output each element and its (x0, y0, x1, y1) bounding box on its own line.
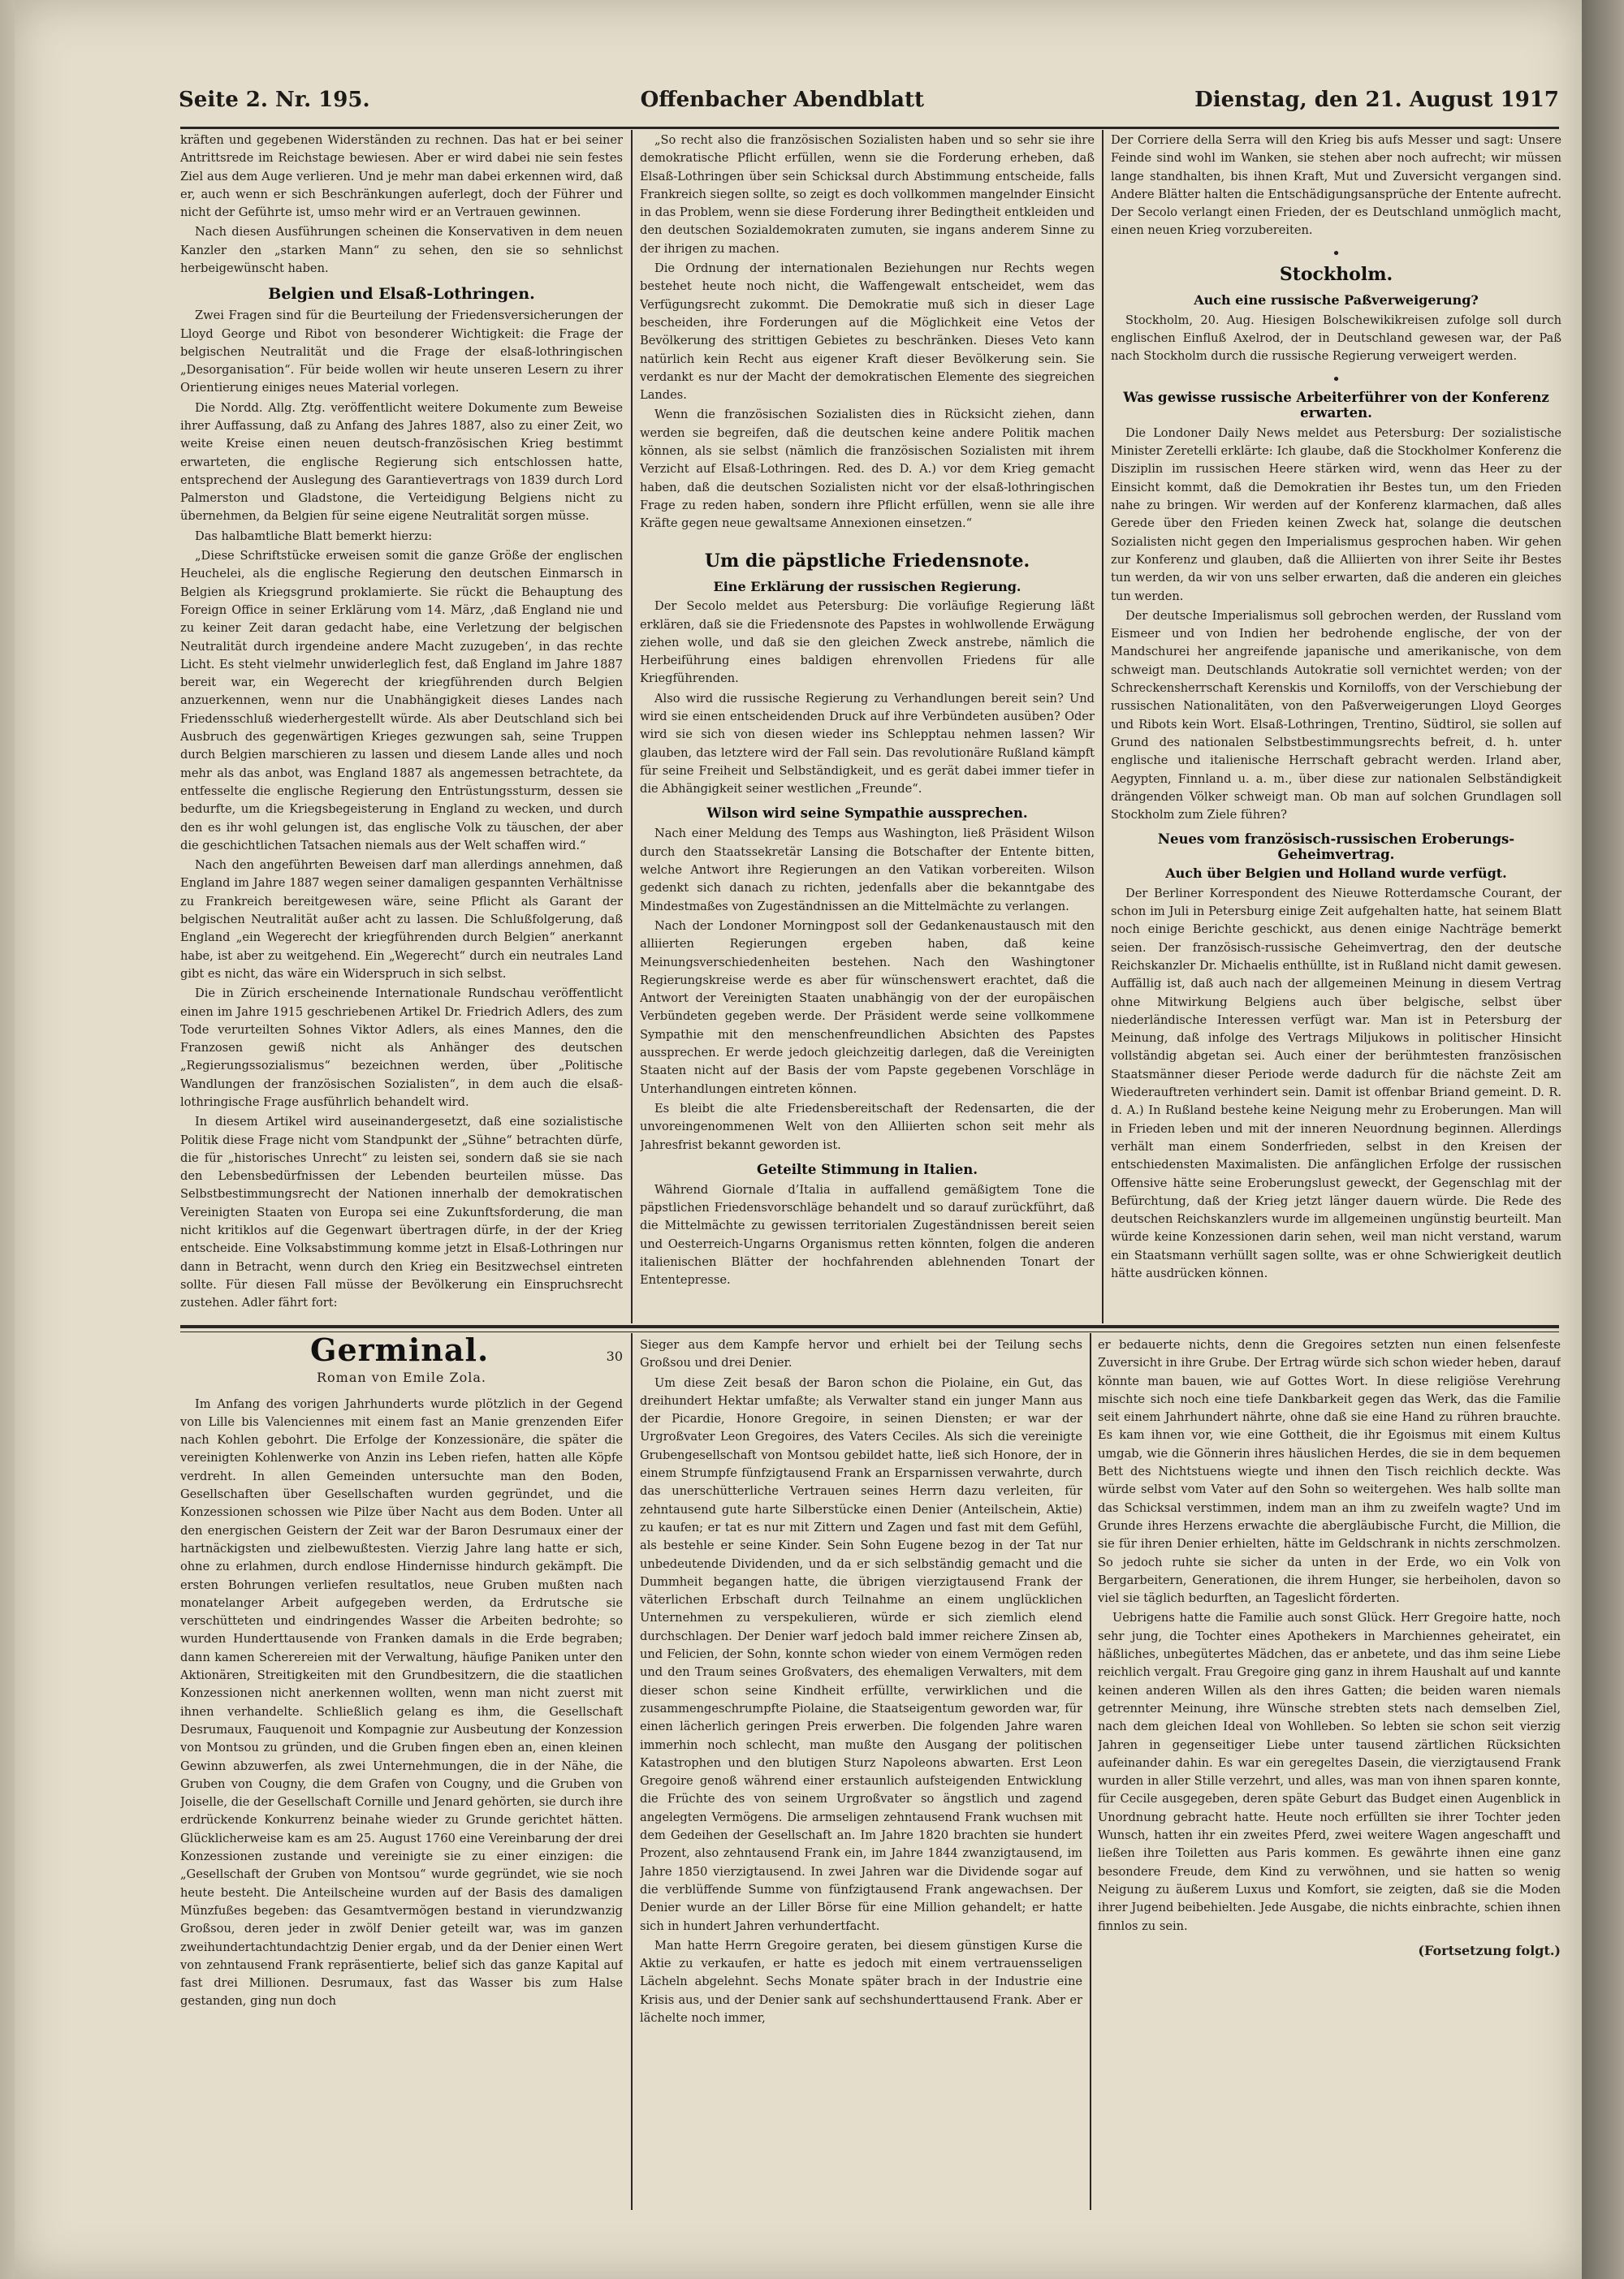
headline: Neues vom französisch-russischen Eroberungs-Geheimvertrag. (1157, 831, 1515, 863)
article-text: Nach diesen Ausführungen scheinen die Konservativen in dem neuen Kanzler den „starken Mann“ zu sehen, den sie so sehnlichst herbeigewünscht haben. (180, 225, 623, 276)
newspaper-name: Offenbacher Abendblatt (640, 88, 925, 112)
article-text: Die Nordd. Allg. Ztg. veröffentlicht weitere Dokumente zum Beweise ihrer Auffassung, daß zu Anfang des Jahres 1887, also zu einer Zeit, wo weite Kreise einen neuen deutsch-französischen Krieg bestimmt erwarteten, die englische Regierung sich entschlossen hatte, entsprechend der Auslegung des Garantievertrags von 1839 durch Lord Palmerston und Gladstone, die Verteidigung Belgiens nicht zu übernehmen, da Belgien für seine eigene Neutralität sorgen müsse. (180, 400, 623, 524)
article-text: Also wird die russische Regierung zu Verhandlungen bereit sein? Und wird sie einen entscheidenden Druck auf ihre Verbündeten ausüben? Oder wird sie sich von diesen wieder ins Schlepptau nehmen lassen? Wir glauben, das letztere wird der Fall sein. Das revolutionäre Rußland kämpft für seine Freiheit und Selbständigkeit, und es gerät dabei immer tiefer in die Abhängigkeit seiner westlichen „Freunde“. (640, 691, 1095, 796)
quotation-text: Wenn die französischen Sozialisten dies in Rücksicht ziehen, dann werden sie begreifen, daß die deutschen keine andere Politik machen können, als sie selbst (nämlich die französischen Sozialisten mit ihrem Verzicht auf Elsaß-Lothringen. Red. des D. A.) vor dem Krieg gemacht haben, daß die deutschen Sozialisten nicht vor der elsaß-lothringischen Frage zu reden haben, sondern ihre Pflicht erfüllen, wenn sie alle ihre Kräfte gegen neue gewaltsame Annexionen einsetzen.“ (640, 408, 1095, 531)
article-text: Der Secolo meldet aus Petersburg: Die vorläufige Regierung läßt erklären, daß sie die Friedensnote des Papstes in wohlwollende Erwägung ziehen wolle, und daß sie den gleichen Zweck anstrebe, nämlich die Herbeiführung eines baldigen ehrenvollen Friedens für alle Kriegführenden. (640, 599, 1095, 686)
feuilleton-column-1 (180, 1336, 623, 2212)
article-text: Nach den angeführten Beweisen darf man allerdings annehmen, daß England im Jahre 1887 wegen seiner damaligen gespannten Verhältnisse zu Frankreich bereitgewesen wäre, seine Pflicht als Garant der belgischen Neutralität außer acht zu lassen. Die Schlußfolgerung, daß England „ein Wegerecht der kriegführenden durch Belgien“ anerkannt habe, ist aber zu weitgehend. Ein „Wegerecht“ durch ein neutrales Land gibt es nicht, das wäre ein Widerspruch in sich selbst. (180, 858, 623, 981)
headline: Stockholm. (1279, 264, 1393, 286)
subheadline: Auch eine russische Paßverweigerung? (1194, 292, 1479, 309)
quotation-text: „So recht also die französischen Sozialisten haben und so sehr sie ihre demokratische Pflicht erfüllen, wenn sie die Forderung erheben, daß Elsaß-Lothringen über sein Schicksal durch Abstimmung entscheide, falls Frankreich siegen sollte, so zeigt es doch vollkommen mangelnder Einsicht in das Problem, wenn sie diese Forderung ihrer Bedingtheit entkleiden und den deutschen Sozialdemokraten zumuten, sie ingans anderem Sinne zu der ihrigen zu machen. (640, 133, 1095, 256)
masthead-rule (180, 127, 1559, 129)
headline: Was gewisse russische Arbeiterführer von der Konferenz erwarten. (1123, 389, 1549, 421)
subheadline: Eine Erklärung der russischen Regierung. (713, 578, 1021, 594)
quotation-text: „Diese Schriftstücke erweisen somit die ganze Größe der englischen Heuchelei, als die englische Regierung den deutschen Einmarsch in Belgien als Kriegsgrund proklamierte. Sie rückt die Behauptung des Foreign Office in seiner Erklärung vom 14. März, ‚daß England nie und zu keiner Zeit daran gedacht habe, eine Verletzung der belgischen Neutralität durch irgendeine andere Macht zuzugeben‘, in das rechte Licht. Es steht vielmehr unwiderleglich fest, daß England im Jahre 1887 bereit war, ein Wegerecht der kriegführenden durch Belgien anzuerkennen, wenn nur die Unabhängigkeit dieses Landes nach Friedensschluß wiederhergestellt würde. Als aber Deutschland sich bei Ausbruch des gegenwärtigen Krieges gezwungen sah, seine Truppen durch Belgien marschieren zu lassen und diesem Lande alles und noch mehr als das anbot, was England 1887 als angemessen betrachtete, da entfesselte die englische Regierung den Entrüstungssturm, dessen sie bedurfte, um die Kriegsbegeisterung in England zu wecken, und durch den es ihr wohl gelungen ist, das englische Volk zu täuschen, der aber die geschichtlichen Tatsachen niemals aus der Welt schaffen wird.“ (180, 549, 623, 852)
subheadline: Auch über Belgien und Holland wurde verfügt. (1165, 865, 1507, 882)
column-politics-1 (180, 132, 623, 1321)
novel-text: Man hatte Herrn Gregoire geraten, bei diesem günstigen Kurse die Aktie zu verkaufen, er hatte es jedoch mit einem vertrauensseligen Lächeln abgelehnt. Sechs Monate später brach in der Industrie eine Krisis aus, und der Denier sank auf sechshunderttausend Frank. Aber er lächelte noch immer, (640, 1938, 1082, 2025)
article-text: Stockholm, 20. Aug. Hiesigen Bolschewikikreisen zufolge soll durch englischen Einfluß Axelrod, der in Deutschland gewesen war, der Paß nach Stockholm durch die russische Regierung verweigert werden. (1111, 313, 1561, 364)
article-text: kräften und gegebenen Widerständen zu rechnen. Das hat er bei seiner Antrittsrede im Reichstage bewiesen. Aber er wird dabei nie sein festes Ziel aus dem Auge verlieren. Und je mehr man dabei erkennen wird, daß er, auch wenn er sich Beschränkungen auferlegt, doch der Führer und nicht der Geführte ist, umso mehr wird er an Vertrauen gewinnen. (180, 133, 623, 220)
continuation-note: (Fortsetzung folgt.) (1418, 1942, 1561, 1958)
article-text: Zwei Fragen sind für die Beurteilung der Friedensversicherungen der Lloyd George und Ribot von besonderer Wichtigkeit: die Frage der belgischen Neutralität und die Frage der elsaß-lothringischen „Desorganisation“. Für beide wollen wir heute unseren Lesern zu ihrer Orientierung einiges neues Material vorlegen. (180, 309, 623, 395)
separator-bullet: • (1332, 244, 1341, 262)
novel-text: Im Anfang des vorigen Jahrhunderts wurde plötzlich in der Gegend von Lille bis Valenciennes mit einem fast an Manie grenzenden Eifer nach Kohlen gebohrt. Die Erfolge der Konzessionäre, die später die vereinigten Kohlenwerke von Anzin ins Leben riefen, hatten alle Köpfe verdreht. In allen Gemeinden untersuchte man den Boden, Gesellschaften über Gesellschaften wurden gegründet, und die Konzessionen schossen wie Pilze über Nacht aus dem Boden. Unter all den energischen Geistern der Zeit war der Baron Desrumaux einer der hartnäckigsten und zielbewußtesten. Vierzig Jahre lang hatte er sich, ohne zu erlahmen, durch endlose Hindernisse hindurch gekämpft. Die ersten Bohrungen verliefen resultatlos, neue Gruben mußten nach monatelanger Arbeit aufgegeben werden, da Erdrutsche sie verschütteten und eindringendes Wasser die Arbeiten bedrohte; so wurden Hunderttausende von Franken damals in die Erde begraben; dann kamen Scherereien mit der Verwaltung, häufige Paniken unter den Aktionären, Streitigkeiten mit den Grundbesitzern, die die staatlichen Konzessionen nicht anerkennen wollten, wenn man nicht zuerst mit ihnen verhandelte. Schließlich gelang es ihm, die Gesellschaft Desrumaux, Fauquenoit und Kompagnie zur Ausbeutung der Konzession von Montsou zu gründen, und die Gruben fingen eben an, einen kleinen Gewinn abzuwerfen, als zwei Unternehmungen, die in der Nähe, die Gruben von Cougny, die dem Grafen von Cougny, und die Gruben von Joiselle, die der Gesellschaft Cornille und Jenard gehörten, sie durch ihre erdrückende Konkurrenz beinahe wieder zu Grunde gerichtet hätten. Glücklicherweise kam es am 25. August 1760 eine Vereinbarung der drei Konzessionen zustande und vereinigte sie zu einer einzigen: die „Gesellschaft der Gruben von Montsou“ wurde gegründet, wie sie noch heute besteht. Die Anteilscheine wurden auf der Basis des damaligen Münzfußes begeben: das Gesamtvermögen bestand in vierundzwanzig Großsou, deren jeder in zwölf Denier geteilt war, was im ganzen zweihundertachtundachtzig Denier ergab, und da der Denier einen Wert von zehntausend Frank repräsentierte, belief sich das ganze Kapital auf fast drei Millionen. Desrumaux, fast das Wasser bis zum Halse gestanden, ging nun doch (180, 1396, 623, 2009)
masthead (179, 88, 1559, 123)
headline: Wilson wird seine Sympathie aussprechen. (706, 805, 1028, 822)
next-page-edge (1582, 0, 1624, 2279)
article-text: Das halbamtliche Blatt bemerkt hierzu: (195, 529, 433, 543)
feuilleton-subtitle: Roman von Emile Zola. (317, 1370, 486, 1386)
feuilleton-header (180, 1336, 623, 1368)
quotation-text: Die Ordnung der internationalen Beziehungen nur Rechts wegen bestehet heute noch nicht, die Waffengewalt entscheidet, wem das Verfügungsrecht zukommt. Die Demokratie muß sich in dieser Lage bescheiden, ihre Forderungen auf die Möglichkeit eine Vetos der Bevölkerung des strittigen Gebietes zu beschränken. Dieses Veto kann natürlich kein Recht aus eigener Kraft dieser Bevölkerung sein. Sie verdankt es nur der Macht der demokratischen Elemente des siegreichen Landes. (640, 261, 1095, 403)
article-text: Es bleibt die alte Friedensbereitschaft der Redensarten, die der unvoreingenommenen Welt von den Alliierten schon seit mehr als Jahresfrist bekannt geworden ist. (640, 1101, 1095, 1152)
column-rule (1090, 1333, 1091, 2210)
feuilleton-column-2 (640, 1336, 1082, 2212)
article-text: Während Giornale d’Italia in auffallend gemäßigtem Tone die päpstlichen Friedensvorschläge behandelt und so darauf zurückführt, daß die Mittelmächte zu gewissen territorialen Zugeständnissen bereit seien und Oesterreich-Ungarns Organismus retten könnten, folgen die anderen italienischen Blätter der hochfahrenden ablehnenden Tonart der Ententepresse. (640, 1182, 1095, 1288)
article-text: Die in Zürich erscheinende Internationale Rundschau veröffentlicht einen im Jahre 1915 geschriebenen Artikel Dr. Friedrich Adlers, des zum Tode verurteilten Sohnes Viktor Adlers, als eines Mannes, den die Franzosen gewiß nicht als Anhänger des deutschen „Regierungssozialismus“ bezeichnen werden, über „Politische Wandlungen der französischen Sozialisten“, in dem auch die elsaß-lothringische Frage ausführlich behandelt wird. (180, 986, 623, 1109)
column-rule (1102, 130, 1104, 1323)
article-text: Der deutsche Imperialismus soll gebrochen werden, der Russland vom Eismeer und von Indien her bedrohende englische, der von der Mandschurei her angreifende japanische und amerikanische, von dem schweigt man. Deutschlands Autokratie soll vernichtet werden; von der Schreckensherrschaft Kerenskis und Korniloffs, von der Verschiebung der russischen Nationalitäten, von den Paßverweigerungen Lloyd Georges und Ribots kein Wort. Elsaß-Lothringen, Trentino, Südtirol, sie sollen auf Grund des nationalen Selbstbestimmungsrechts befreit, d. h. unter englische und italienische Herrschaft gebracht werden. Irland aber, Aegypten, Finnland u. a. m., über diese zur nationalen Selbständigkeit drängenden Völker schweigt man. Ob man auf solchen Grundlagen soll Stockholm zum Ziele führen? (1111, 608, 1561, 822)
page-number: Seite 2. Nr. 195. (179, 88, 370, 112)
installment-number: 30 (606, 1349, 623, 1364)
article-text: Nach der Londoner Morningpost soll der Gedankenaustausch mit den alliierten Regierungen ergeben haben, daß keine Meinungsverschiedenheiten bestehen. Nach den Washingtoner Regierungskreise werde es aber für wünschenswert erachtet, daß die Antwort der Vereinigten Staaten unabhängig von der der europäischen Verbündeten gegeben werde. Der Präsident werde seine vollkommene Sympathie mit den menschenfreundlichen Absichten des Papstes aussprechen. Er werde jedoch gleichzeitig darlegen, daß die Vereinigten Staaten nicht auf der Basis der vom Papste gegebenen Vorschläge in Unterhandlungen eintreten können. (640, 918, 1095, 1096)
headline: Geteilte Stimmung in Italien. (757, 1161, 978, 1177)
article-text: Nach einer Meldung des Temps aus Washington, ließ Präsident Wilson durch den Staatssekretär Lansing die Botschafter der Entente bitten, welche Antwort ihre Regierungen an den Vatikan vorbereiten. Wilson gedenkt sich danach zu richten, jedenfalls aber die bekanntgabe des Mindestmaßes von Zugeständnissen an die Mittelmächte zu verlangen. (640, 827, 1095, 913)
column-rule (631, 130, 633, 1323)
issue-date: Dienstag, den 21. August 1917 (1194, 88, 1559, 112)
feuilleton-title: Germinal. (310, 1336, 490, 1368)
novel-text: Um diese Zeit besaß der Baron schon die Piolaine, ein Gut, das dreihundert Hektar umfaßte; als Verwalter stand ein junger Mann aus der Picardie, Honore Gregoire, in seinen Diensten; er war der Urgroßvater Leon Gregoires, des Vaters Ceciles. Als sich die vereinigte Grubengesellschaft von Montsou gebildet hatte, ließ sich Honore, der in einem Strumpfe fünfzigtausend Frank an Ersparnissen verwahrte, durch das unerschütterliche Vertrauen seines Herrn dazu verleiten, für zehntausend gute harte Silberstücke einen Denier (Anteilschein, Aktie) zu kaufen; er tat es nur mit Zittern und Zagen und fast mit dem Gefühl, als bestehle er seine Kinder. Sein Sohn Eugene bezog in der Tat nur unbedeutende Dividenden, und da er sich selbständig gemacht und die Dummheit begangen hatte, die übrigen vierzigtausend Frank der väterlichen Erbschaft durch Teilnahme an einem unglücklichen Unternehmen zu verspekulieren, würde er sich ziemlich elend durchschlagen. Der Denier warf jedoch bald immer reichere Zinsen ab, und Felicien, der Sohn, konnte schon wieder von einem Vermögen reden und den Traum seines Großvaters, des ehemaligen Verwalters, mit dem dieser schon seine Kindheit erfüllte, verwirklichen und die zusammengeschrumpfte Piolaine, die Staatseigentum geworden war, für einen lächerlich geringen Preis erwerben. Die folgenden Jahre waren immerhin noch schlecht, man mußte den Ausgang der politischen Katastrophen und den blutigen Sturz Napoleons abwarten. Erst Leon Gregoire genoß während einer erstaunlich aufsteigenden Entwicklung die Früchte des von seinem Urgroßvater so ängstlich und zagend angelegten Vermögens. Die armseligen zehntausend Frank wuchsen mit dem Gedeihen der Gesellschaft an. Im Jahre 1820 brachten sie hundert Prozent, also zehntausend Frank ein, im Jahre 1844 zwanzigtausend, im Jahre 1850 vierzigtausend. In zwei Jahren war die Dividende sogar auf die verblüffende Summe von fünfzigtausend Frank angewachsen. Der Denier wurde an der Liller Börse für eine Million gehandelt; er hatte sich in hundert Jahren verhundertfacht. (640, 1375, 1082, 1933)
headline: Belgien und Elsaß-Lothringen. (268, 285, 535, 304)
separator-bullet: • (1332, 370, 1341, 388)
article-text: Der Berliner Korrespondent des Nieuwe Rotterdamsche Courant, der schon im Juli in Petersburg einige Zeit aufgehalten hatte, hat seinem Blatt noch einige Berichte geschickt, aus denen einige Nachträge bemerkt seien. Der französisch-russische Geheimvertrag, den der deutsche Reichskanzler Dr. Michaelis enthüllte, ist in Rußland nicht damit gewesen. Auffällig ist, daß auch nach der allgemeinen Meinung in diesem Vertrag ohne Mitwirkung Belgiens auch über belgische, selbst über niederländische Interessen verfügt war. Man ist in Petersburg der Meinung, daß infolge des Vertrags Miljukows in politischer Hinsicht vollständig abgetan sei. Auch einer der berühmtesten französischen Staatsmänner dieser Periode werde dadurch für die nächste Zeit am Wiederauftreten verhindert sein. Damit ist offenbar Briand gemeint. D. R. d. A.) In Rußland bestehe keine Neigung mehr zu Eroberungen. Man will in Frieden leben und mit der inneren Neuordnung beginnen. Allerdings verhält man einem Sonderfrieden, selbst in den Kreisen der entschiedensten Maximalisten. Die anfänglichen Erfolge der russischen Offensive hätte seine Eroberungslust geweckt, der Gegenschlag mit der Befürchtung, daß der Krieg jetzt länger dauern würde. Die Rede des deutschen Reichskanzlers wurde im allgemeinen ungünstig beurteilt. Man würde keine Konzessionen darin sehen, weil man nicht verstand, warum ein Staatsmann verhüllt sagen sollte, was er ohne Schwierigkeit deutlich hätte ausdrücken können. (1111, 886, 1561, 1280)
novel-text: Uebrigens hatte die Familie auch sonst Glück. Herr Gregoire hatte, noch sehr jung, die Tochter eines Apothekers in Marchiennes geheiratet, ein häßliches, unbegütertes Mädchen, das er anbetete, und das ihm seine Liebe reichlich vergalt. Frau Gregoire ging ganz in ihrem Haushalt auf und kannte keinen anderen Willen als den ihres Gatten; die beiden waren niemals getrennter Meinung, ihre Wünsche strebten stets nach demselben Ziel, nach dem gleichen Ideal von Wohlleben. So lebten sie schon seit vierzig Jahren in gegenseitiger Liebe unter tausend zärtlichen Rücksichten aufeinander dahin. Es war ein geregeltes Dasein, die vierzigtausend Frank wurden in aller Stille verzehrt, und alles, was man von ihnen sparen konnte, für Cecile ausgegeben, deren späte Geburt das Budget einen Augenblick in Unordnung gebracht hatte. Heute noch erfüllten sie ihrer Tochter jeden Wunsch, hatten ihr ein zweites Pferd, zwei weitere Wagen angeschafft und ließen ihre Toiletten aus Paris kommen. Es gewährte ihnen eine ganz besondere Freude, dem Kind zu verwöhnen, und sie hatten so wenig Neigung zu äußerem Luxus und Komfort, sie zeigten, daß sie die Moden ihrer Jugend beibehielten. Jede Ausgabe, die nichts einbrachte, schien ihnen finnlos zu sein. (1098, 1611, 1561, 1933)
article-text: In diesem Artikel wird auseinandergesetzt, daß eine sozialistische Politik diese Frage nicht vom Standpunkt der „Sühne“ betrachten dürfe, die für „historisches Unrecht“ zu leisten sei, sondern daß sie sie nach den Lebensbedürfnissen der Lebenden beurteilen müsse. Das Selbstbestimmungsrecht der Nationen innerhalb der demokratischen Vereinigten Staaten von Europa sei eine Zukunftsforderung, die man nicht kritiklos auf die Gegenwart übertragen dürfe, in der der Krieg entscheide. Eine Volksabstimmung komme jetzt in Elsaß-Lothringen nur dann in Betracht, wenn durch den Krieg ein Besitzwechsel eintreten sollte. Für diesen Fall müsse der Bevölkerung ein Einspruchsrecht zustehen. Adler fährt fort: (180, 1115, 623, 1310)
article-text: Der Corriere della Serra will den Krieg bis aufs Messer und sagt: Unsere Feinde sind wohl im Wanken, sie stehen aber noch aufrecht; wir müssen lange standhalten, bis ihnen Kraft, Mut und Zuversicht vergangen sind. Andere Blätter halten die Entschädigungsansprüche der Entente aufrecht. Der Secolo verlangt einen Frieden, der es Deutschland unmöglich macht, einen neuen Krieg vorzubereiten. (1111, 133, 1561, 238)
article-text: Die Londoner Daily News meldet aus Petersburg: Der sozialistische Minister Zeretelli erklärte: Ich glaube, daß die Stockholmer Konferenz die Disziplin im russischen Heere stärken wird, wenn das Heer zu der Einsicht kommt, daß die Demokratien ihr Bestes tun, um den Frieden nahe zu bringen. Wir werden auf der Konferenz klarmachen, daß alles Gerede über den Frieden keinen Zweck hat, solange die deutschen Sozialisten nicht gegen den Imperialismus gesprochen haben. Wir gehen zur Konferenz und glauben, daß die Alliierten von ihrer Seite ihr Bestes tun werden, da wir von uns selber erwarten, daß die anderen ein gleiches tun werden. (1111, 425, 1561, 603)
novel-text: Sieger aus dem Kampfe hervor und erhielt bei der Teilung sechs Großsou und drei Denier. (640, 1338, 1082, 1370)
novel-text: er bedauerte nichts, denn die Gregoires setzten nun einen felsenfeste Zuversicht in ihre Grube. Der Ertrag würde sich schon wieder heben, darauf könnte man bauen, wie auf Gottes Wort. In diese religiöse Verehrung mischte sich noch eine tiefe Dankbarkeit gegen das Werk, das die Familie seit einem Jahrhundert nährte, ohne daß sie eine Hand zu rühren brauchte. Es kam ihnen vor, wie eine Gottheit, die ihr Egoismus mit einem Kultus umgab, wie die Gönnerin ihres häuslichen Herdes, die sie in dem bequemen Bett des Nichtstuens wiegte und ihnen den Tisch reichlich deckte. Was würde selbst vom Vater auf den Sohn so weitergehen. Wes halb sollte man das Schicksal verstimmen, indem man an ihm zu zweifeln wagte? Und im Grunde ihres Herzens erwachte die abergläubische Furcht, die Million, die sie für ihren Denier erhielten, hätte im Geldschrank in nichts zerschmolzen. So jedoch ruhte sie sicher da unten in der Erde, wo ein Volk von Bergarbeitern, Generationen, die ihrem Hunger, sie herbeiholen, davon so viel sie täglich bedurften, an Tageslicht förderten. (1098, 1338, 1561, 1606)
column-rule (631, 1333, 633, 2210)
column-politics-2 (640, 132, 1095, 1321)
headline: Um die päpstliche Friedensnote. (704, 550, 1030, 572)
column-politics-3 (1111, 132, 1561, 1321)
feuilleton-rule (180, 1325, 1559, 1328)
feuilleton-column-3 (1098, 1336, 1561, 2212)
